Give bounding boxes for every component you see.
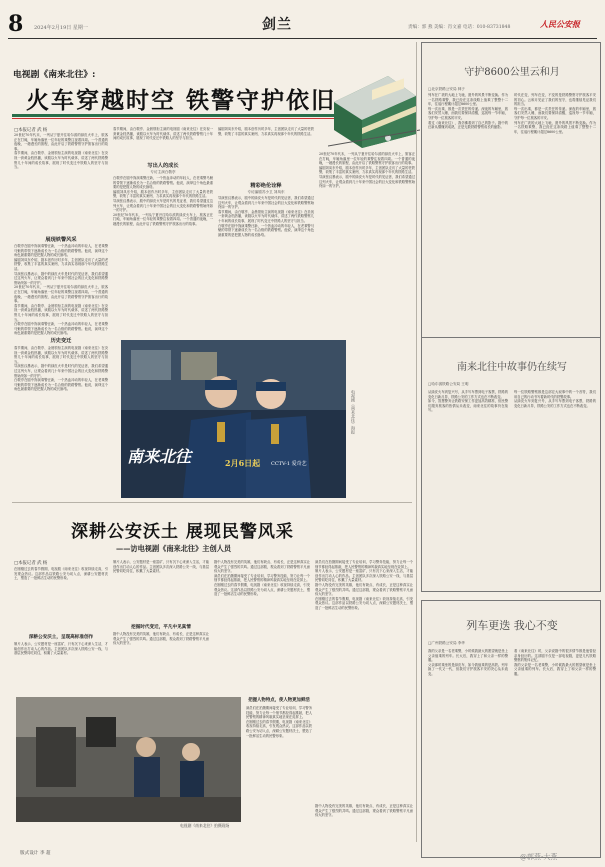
sidebar-box3-col2: [514, 649, 596, 849]
photo-caption: 电视剧《南来北往》拍摄现场: [180, 823, 230, 828]
paragraph: 春节期间，由白敬亭、金晨领衔主演的电视剧《南来北往》在央视一套黄金档热播，该剧以火车为时代载体，讲述了两代铁路警察几十年间的成长故事，展现了时代变迁中铁路人的坚守与担当。: [14, 151, 108, 170]
paragraph: 列车在广袤的大地上飞驰，窗外的风景不断变换。作为一名铁路乘警，我已经在这条线路上值乘了整整十二年，往返行程累计超过8600公里。: [514, 120, 596, 134]
paragraph: 时代在变，列车在变，不变的是铁路警察守护旅客平安的初心。云和月见证了我们的坚守，也将继续见证我们的担当。: [514, 93, 596, 107]
article1-title: 火车穿越时空 铁警守护依旧: [26, 87, 337, 114]
paragraph: 白敬亭在剧中饰演乘警汪新，一个热血冲动的年轻人，在老乘警马魁的带领下逐渐成长为一名合格的铁路警察。他说，演绎这个角色最重要的是把握人物的成长脉络。: [14, 244, 108, 258]
paragraph: 我的父亲是一名老乘警，小时候我最大的愿望就是坐上父亲值乘的列车。长大后，我穿上了和父亲一样的警服。: [428, 649, 508, 663]
poster-date: 2月6日起: [225, 458, 261, 468]
article2-subtitle: ——访电视剧《南来北往》主创人员: [116, 544, 232, 553]
paragraph: 在刚刚过去的春节假期，电视剧《南来北往》收视持续走高，引发观众热议。这部作品以铁路公安为切入点，深耕公安题材沃土，塑造了一批鲜活生动的民警形象。: [246, 719, 312, 738]
paragraph: 20世纪70年代末，一列从宁夏开往哈尔滨的绿皮火车上，旅客正在打盹，车厢角落里一位年轻的乘警注视着四周。一个普通的夜晚，一趟漫长的旅程，由此开启了铁路警察守护旅客出行的故事。: [14, 133, 108, 151]
article2-col4: [315, 560, 413, 800]
header-rule: [8, 38, 597, 39]
paragraph: 演员们在拍摄期间接受了专业培训，学习警务技能，努力让每一个细节都经得起推敲，把人民警察的精神风貌真实地呈现在荧屏上。: [315, 560, 413, 569]
poster-title: 南来北往: [127, 447, 192, 466]
paragraph: 导演张汉墨表示，剧中的绿皮火车是时代的见证者，我们希望通过这列火车，让观众看到几十年来中国社会的巨大变化和铁路警察始终如一的守护。: [14, 271, 108, 285]
column-divider: [416, 42, 417, 842]
paragraph: 剧中人物没有完美的英雄，他们有缺点、有成长，正是这种真实让观众产生了强烈的共鸣。通过这部剧，观众看到了铁路警察平凡而伟大的坚守。: [113, 632, 209, 646]
paragraph: 导演张汉墨表示，剧中的绿皮火车是时代的见证者，我们希望通过这列火车，让观众看到几十年来中国社会的巨大变化和铁路警察始终如一的守护。: [113, 198, 213, 213]
article1-col2: [113, 127, 213, 159]
paragraph: 20世纪70年代末，一列从宁夏开往哈尔滨的绿皮火车上，旅客正在打盹，车厢角落里一位年轻的乘警注视着四周。一个普通的夜晚，一趟漫长的旅程，由此开启了铁路警察守护旅客出行的故事。: [113, 212, 213, 226]
sidebar-box2-title: 南来北往中故事仍在续写: [457, 362, 567, 373]
sidebar-box2-byline: □哈尔滨铁路公安局 王明: [428, 382, 469, 386]
paragraph: 看《南来北往》时，父亲说剧中的很多情节都是他曾经亲身经历的。这部剧不仅是一部电视剧，更是几代铁路警察的集体记忆。: [514, 649, 596, 663]
paragraph: 每一次出乘，都是一次责任的传递。深夜的车厢里，旅客们安然入睡，而我们要保持清醒，巡视每一节车厢，守护每一位旅客的平安。: [514, 106, 596, 120]
paragraph: 制片人表示，公安题材是一座富矿，只有沉下心来深入生活，才能创作出打动人心的作品。主创团队多次深入铁路公安一线，与基层民警同吃同住，积累了大量素材。: [113, 560, 209, 574]
paragraph: 列车在广袤的大地上飞驰，窗外的风景不断变换。作为一名铁路乘警，我已经在这条线路上值乘了整整十二年，往返行程累计超过8600公里。: [428, 93, 508, 107]
article2-col2: [113, 560, 209, 620]
paragraph: 春节期间，由白敬亭、金晨领衔主演的电视剧《南来北往》在央视一套黄金档热播，该剧以火车为时代载体，讲述了两代铁路警察几十年间的成长故事，展现了时代变迁中铁路人的坚守与担当。: [14, 346, 108, 364]
article2-end: [315, 804, 413, 840]
editor-info: 责编：郭 燕 美编：肖文嘉 电话：010-83731848: [408, 25, 511, 30]
article1-col1: [14, 133, 108, 229]
paragraph: 20世纪70年代末，一列从宁夏开往哈尔滨的绿皮火车上，旅客正在打盹，车厢角落里一位年轻的乘警注视着四周。一个普通的夜晚，一趟漫长的旅程，由此开启了铁路警察守护旅客出行的故事。: [14, 285, 108, 304]
issue-date: 2024年2月19日 星期一: [34, 25, 88, 31]
sidebar-box3-title: 列车更迭 我心不变: [466, 619, 558, 632]
filming-photo-art: [16, 697, 241, 822]
sidebar: [421, 42, 601, 862]
article-divider: [12, 502, 412, 503]
paragraph: 每一次出乘，都是一次责任的传递。深夜的车厢里，旅客们安然入睡，而我们要保持清醒，巡视每一节车厢，守护每一位旅客的平安。: [428, 106, 508, 120]
paragraph: 编剧刘凤东介绍，剧本创作历时多年，主创团队走访了大量的老铁警，收集了丰富的真实案例，力求真实再现那个年代的铁路生活。: [113, 189, 213, 199]
paragraph: 剧中人物没有完美的英雄，他们有缺点、有成长，正是这种真实让观众产生了强烈的共鸣。通过这部剧，观众看到了铁路警察平凡而伟大的坚守。: [315, 582, 413, 597]
sidebar-box-1: [421, 42, 601, 387]
train-illustration: [328, 72, 420, 150]
subhead: 展现铁警风采: [45, 237, 77, 243]
article1-col3: [218, 127, 314, 179]
paragraph: 20世纪70年代末，一列从宁夏开往哈尔滨的绿皮火车上，旅客正在打盹，车厢角落里一位年轻的乘警注视着四周。一个普通的夜晚，一趟漫长的旅程，由此开启了铁路警察守护旅客出行的故事。: [319, 152, 415, 166]
newspaper-logo: 人民公安报: [540, 19, 580, 29]
sidebar-box-2: [421, 337, 601, 592]
paragraph: 在刚刚过去的春节假期，电视剧《南来北往》收视持续走高，引发观众热议。这部作品以铁路公安为切入点，深耕公安题材沃土，塑造了一批鲜活生动的民警形象。: [315, 596, 413, 610]
paragraph: 编剧刘凤东介绍，剧本创作历时多年，主创团队走访了大量的老铁警，收集了丰富的真实案例，力求真实再现那个年代的铁路生活。: [14, 257, 108, 271]
paragraph: 父亲那时乘坐的是绿皮车，如今我值乘的是高铁。列车换了一代又一代，但我们守护旅客平安的决心从未改变。: [428, 662, 508, 676]
paragraph: 从绿皮火车到复兴号，从手写车票到电子客票，铁路的变化日新月异，铁路公安的工作方式也在不断改变。: [428, 390, 508, 399]
article1-col3b: [218, 196, 314, 336]
paragraph: 每一位铁路警察都是这部宏大叙事中的一个音符，我们用自己的行动书写着新时代的铁警故事。: [514, 390, 596, 399]
article1-lower-col1: [14, 346, 108, 498]
paragraph: 导演张汉墨表示，剧中的绿皮火车是时代的见证者，我们希望通过这列火车，让观众看到几十年来中国社会的巨大变化和铁路警察始终如一的守护。: [14, 364, 108, 378]
title-stripe-red: [12, 118, 342, 119]
paragraph: 导演张汉墨表示，剧中的绿皮火车是时代的见证者，我们希望通过这列火车，让观众看到几十年来中国社会的巨大变化和铁路警察始终如一的守护。: [319, 174, 415, 189]
subhead: 历史变迁: [50, 338, 72, 344]
sidebar-box3-byline: □广州铁路公安局 李华: [428, 641, 465, 645]
subhead: 精彩绝伦诠释: [250, 183, 282, 189]
page-number: 8: [8, 11, 24, 37]
article2-col1: [14, 567, 108, 631]
poster-caption: 电视剧《南来北往》海报: [351, 390, 356, 434]
paragraph: 我的父亲是一名老乘警，小时候我最大的愿望就是坐上父亲值乘的列车。长大后，我穿上了和父亲一样的警服。: [514, 662, 596, 676]
sidebar-box1-title: 守护8600公里云和月: [464, 67, 560, 78]
subhead: 挖掘时代变迁，平凡中见真情: [131, 625, 191, 630]
paragraph: 在刚刚过去的春节假期，电视剧《南来北往》收视持续走高，引发观众热议。这部作品以铁路公安为切入点，深耕公安题材沃土，塑造了一批鲜活生动的民警形象。: [214, 582, 310, 597]
section-title: 剑兰: [262, 17, 292, 33]
paragraph: 导演张汉墨表示，剧中的绿皮火车是时代的见证者，我们希望通过这列火车，让观众看到几十年来中国社会的巨大变化和铁路警察始终如一的守护。: [218, 196, 314, 210]
sidebar-box1-col2: [514, 93, 596, 373]
subhead: 写出人的成长: [147, 163, 179, 169]
layout-editor: 版式设计 李 超: [20, 851, 51, 856]
paragraph: 如今，智慧警务让铁路安保工作更加高效精准，但民警们服务旅客的热情从未改变，南来北往的故事仍在续写。: [428, 399, 508, 413]
paragraph: 编剧刘凤东介绍，剧本创作历时多年，主创团队走访了大量的老铁警，收集了丰富的真实案例，力求真实再现那个年代的铁路生活。: [319, 165, 415, 175]
watermark: @郭燕-大燕: [520, 853, 558, 861]
paragraph: 春节期间，由白敬亭、金晨领衔主演的电视剧《南来北往》在央视一套黄金档热播，该剧以火车为时代载体，讲述了两代铁路警察几十年间的成长故事，展现了时代变迁中铁路人的坚守与担当。: [218, 209, 314, 223]
subhead: 把握人物特点，使人物更加鲜活: [248, 698, 310, 703]
paragraph: 白敬亭在剧中饰演乘警汪新，一个热血冲动的年轻人，在老乘警马魁的带领下逐渐成长为一名合格的铁路警察。他说，演绎这个角色最重要的是把握人物的成长脉络。: [14, 322, 108, 336]
sidebar-box3-col1: [428, 649, 508, 849]
article2-title: 深耕公安沃土 展现民警风采: [71, 522, 294, 542]
article1-kicker: 电视剧《南来北往》:: [13, 70, 96, 80]
poster-art: [121, 340, 346, 498]
sub-byline: 专访编剧苏小卫 刘凤东: [247, 190, 285, 194]
paragraph: 从绿皮火车到复兴号，从手写车票到电子客票，铁路的变化日新月异，铁路公安的工作方式也在不断改变。: [514, 399, 596, 408]
article2-lower-col: [246, 706, 312, 826]
sidebar-box1-byline: □北京铁路公安局 林子: [428, 87, 465, 91]
article2-reporter: □本报记者 武 杨: [14, 561, 48, 566]
paragraph: 白敬亭在剧中饰演乘警汪新，一个热血冲动的年轻人，在老乘警马魁的带领下逐渐成长为一名合格的铁路警察。他说，演绎这个角色最重要的是把握人物的成长脉络。: [14, 378, 108, 392]
paragraph: 看过《南来北往》，我仿佛看到了自己的影子。剧中的汪新从懵懂到成熟，正是无数铁路警察成长的缩影。: [428, 120, 508, 130]
paragraph: 白敬亭在剧中饰演乘警汪新，一个热血冲动的年轻人，在老乘警马魁的带领下逐渐成长为一名合格的铁路警察。他说，演绎这个角色最重要的是把握人物的成长脉络。: [113, 176, 213, 190]
paragraph: 编剧刘凤东介绍，剧本创作历时多年，主创团队走访了大量的老铁警，收集了丰富的真实案例，力求真实再现那个年代的铁路生活。: [218, 127, 314, 136]
article1-col2b: [113, 176, 213, 336]
drama-poster: [121, 340, 346, 498]
paragraph: 演员们在拍摄期间接受了专业培训，学习警务技能，努力让每一个细节都经得起推敲，把人民警察的精神风貌真实地呈现在荧屏上。: [246, 706, 312, 720]
subhead: 深耕公安沃土，呈现高标准创作: [28, 635, 94, 640]
article2-col2b: [113, 632, 209, 694]
title-stripe: [12, 114, 342, 117]
paragraph: 春节期间，由白敬亭、金晨领衔主演的电视剧《南来北往》在央视一套黄金档热播，该剧以火车为时代载体，讲述了两代铁路警察几十年间的成长故事，展现了时代变迁中铁路人的坚守与担当。: [14, 303, 108, 322]
paragraph: 剧中人物没有完美的英雄，他们有缺点、有成长，正是这种真实让观众产生了强烈的共鸣。通过这部剧，观众看到了铁路警察平凡而伟大的坚守。: [214, 560, 310, 574]
sidebar-box-3: [421, 600, 601, 858]
paragraph: 剧中人物没有完美的英雄，他们有缺点、有成长，正是这种真实让观众产生了强烈的共鸣。通过这部剧，观众看到了铁路警察平凡而伟大的坚守。: [315, 804, 413, 818]
sidebar-box1-col1: [428, 93, 508, 373]
paragraph: 演员们在拍摄期间接受了专业培训，学习警务技能，努力让每一个细节都经得起推敲，把人民警察的精神风貌真实地呈现在荧屏上。: [214, 573, 310, 583]
paragraph: 制片人表示，公安题材是一座富矿，只有沉下心来深入生活，才能创作出打动人心的作品。主创团队多次深入铁路公安一线，与基层民警同吃同住，积累了大量素材。: [315, 569, 413, 583]
paragraph: 春节期间，由白敬亭、金晨领衔主演的电视剧《南来北往》在央视一套黄金档热播，该剧以火车为时代载体，讲述了两代铁路警察几十年间的成长故事，展现了时代变迁中铁路人的坚守与担当。: [113, 127, 213, 141]
paragraph: 制片人表示，公安题材是一座富矿，只有沉下心来深入生活，才能创作出打动人心的作品。主创团队多次深入铁路公安一线，与基层民警同吃同住，积累了大量素材。: [14, 642, 108, 656]
page-header: [0, 0, 605, 38]
poster-platform: CCTV-1 爱奇艺: [271, 461, 307, 467]
sidebar-box2-col2: [514, 390, 596, 580]
article2-col1b: [14, 642, 108, 694]
article1-col4: [319, 152, 415, 336]
sidebar-box2-col1: [428, 390, 508, 580]
filming-photo: [16, 697, 241, 822]
paragraph: 在刚刚过去的春节假期，电视剧《南来北往》收视持续走高，引发观众热议。这部作品以铁路公安为切入点，深耕公安题材沃土，塑造了一批鲜活生动的民警形象。: [14, 567, 108, 581]
sub-byline: 专访主演白敬亭: [150, 170, 176, 174]
article1-reporter: □本报记者 武 杨: [14, 128, 48, 133]
paragraph: 白敬亭在剧中饰演乘警汪新，一个热血冲动的年轻人，在老乘警马魁的带领下逐渐成长为一名合格的铁路警察。他说，演绎这个角色最重要的是把握人物的成长脉络。: [218, 223, 314, 237]
article2-col3: [214, 560, 310, 694]
